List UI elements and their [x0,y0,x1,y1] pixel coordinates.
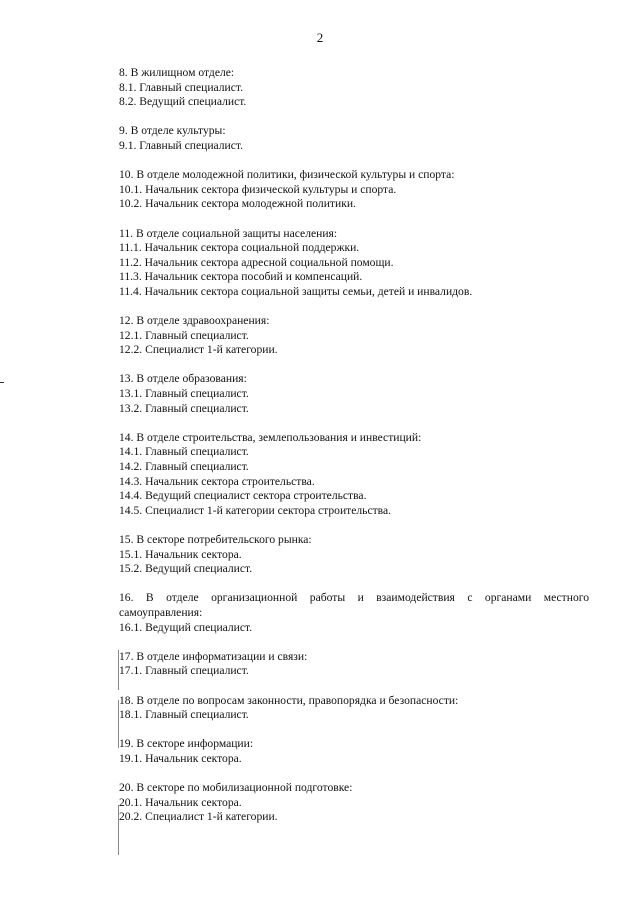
section [119,737,589,766]
section-item: 14.2. Главный специалист. [119,460,249,474]
section [119,694,589,723]
section-title: 20. В секторе по мобилизационной подготовке: [119,781,353,795]
document-body [119,66,589,839]
section-item: 17.1. Главный специалист. [119,664,249,678]
section-title: 15. В секторе потребительского рынка: [119,533,312,546]
section [119,591,589,635]
section-item: 18.1. Главный специалист. [119,708,249,722]
section-item: 11.2. Начальник сектора адресной социальной помощи. [119,255,394,269]
section-item: 19.1. Начальник сектора. [119,751,242,765]
section-item: 15.1. Начальник сектора. [119,547,242,561]
section-title: 11. В отделе социальной защиты населения: [119,226,338,240]
section-item: 16.1. Ведущий специалист. [119,620,253,634]
section [119,124,589,153]
section-item: 12.2. Специалист 1-й категории. [119,343,278,357]
section-item: 9.1. Главный специалист. [119,138,244,152]
section-item: 14.1. Главный специалист. [119,445,249,459]
section-title: 17. В отделе информатизации и связи: [119,649,308,663]
section [119,533,589,577]
section-item: 11.1. Начальник сектора социальной поддержки. [119,241,360,255]
margin-mark [0,382,4,383]
section-item: 13.2. Главный специалист. [119,401,249,415]
section [119,431,589,519]
section [119,314,589,358]
section [119,66,589,110]
section-item: 14.5. Специалист 1-й категории сектора строительства. [119,503,392,517]
section-item: 11.3. Начальник сектора пособий и компенсаций. [119,270,363,284]
section-item: 8.2. Ведущий специалист. [119,95,247,109]
page-number: 2 [316,30,324,45]
section-title: 14. В отделе строительства, землепользования и инвестиций: [119,430,422,444]
section-item: 14.3. Начальник сектора строительства. [119,474,315,488]
section [119,227,589,300]
section-item: 13.1. Главный специалист. [119,387,249,401]
section [119,781,589,825]
section-item: 8.1. Главный специалист. [119,80,244,94]
section-title: 12. В отделе здравоохранения: [119,314,270,328]
section-title: 13. В отделе образования: [119,372,247,386]
section-title: 18. В отделе по вопросам законности, правопорядка и безопасности: [119,693,459,707]
section [119,372,589,416]
section [119,650,589,679]
section-title: 8. В жилищном отделе: [119,66,235,79]
section-item: 11.4. Начальник сектора социальной защиты семьи, детей и инвалидов. [119,284,473,298]
section-title: 16. В отделе организационной работы и взаимодействия с органами местного самоуправления: [119,591,589,619]
section-item: 12.1. Главный специалист. [119,328,249,342]
section-item: 14.4. Ведущий специалист сектора строительства. [119,489,367,503]
section-item: 10.2. Начальник сектора молодежной политики. [119,197,356,211]
section-item: 10.1. Начальник сектора физической культуры и спорта. [119,182,397,196]
section-item: 15.2. Ведущий специалист. [119,562,253,576]
section-item: 20.1. Начальник сектора. [119,795,242,809]
section-item: 20.2. Специалист 1-й категории. [119,810,278,824]
section-title: 19. В секторе информации: [119,737,254,751]
section [119,168,589,212]
section-title: 9. В отделе культуры: [119,124,226,138]
section-title: 10. В отделе молодежной политики, физической культуры и спорта: [119,168,455,182]
